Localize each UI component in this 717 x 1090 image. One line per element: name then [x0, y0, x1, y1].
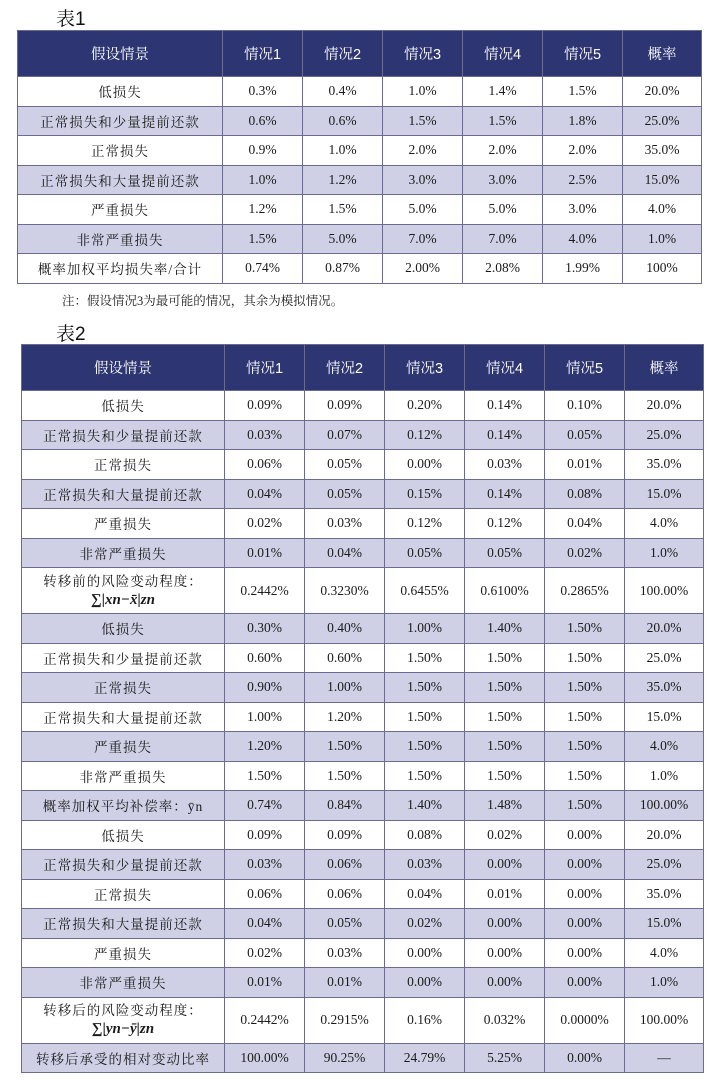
table2-row-label-text: 正常损失和大量提前还款: [43, 487, 203, 503]
table1-row-label-text: 非常严重损失: [76, 232, 164, 248]
table1-row: [18, 195, 702, 225]
table1-cell: 2.5%: [543, 165, 623, 195]
table2-row-label: [22, 732, 225, 762]
table2-row-label-text: 正常损失和大量提前还款: [43, 917, 203, 933]
table1-row: [18, 136, 702, 166]
table1-row: [18, 224, 702, 254]
table2-cell: 0.2915%: [305, 997, 385, 1043]
table2-cell: 0.00%: [545, 938, 625, 968]
table2-cell: 0.09%: [225, 820, 305, 850]
table2-cell: 100.00%: [625, 997, 704, 1043]
table2-row-label-text: 概率加权平均补偿率：ȳn: [42, 799, 204, 815]
table2-cell: 90.25%: [305, 1043, 385, 1073]
table2-row-label: [22, 643, 225, 673]
table2-cell: 1.50%: [465, 761, 545, 791]
table2-cell: 1.50%: [385, 702, 465, 732]
table1-cell: 25.0%: [623, 106, 702, 136]
table2-cell: 0.06%: [225, 450, 305, 480]
table2-row-label-text: 严重损失: [94, 517, 152, 533]
table2-cell: 0.84%: [305, 791, 385, 821]
table2-cell: 1.0%: [625, 968, 704, 998]
table2-title: 表2: [56, 324, 86, 345]
table1-cell: 4.0%: [623, 195, 702, 225]
table2-cell: 0.00%: [545, 879, 625, 909]
table2-header-case1: 情况1: [225, 345, 305, 391]
table2-cell: 0.6100%: [465, 568, 545, 614]
table2-cell: 1.0%: [625, 538, 704, 568]
table2-row-label-text: 严重损失: [94, 946, 152, 962]
table2-row-label-text: 低损失: [101, 399, 145, 415]
table2-row-label: [22, 850, 225, 880]
table2-cell: 0.03%: [465, 450, 545, 480]
table2-cell: 0.00%: [385, 450, 465, 480]
table2-cell: 0.00%: [385, 938, 465, 968]
table2-row: [22, 702, 704, 732]
table2-row: [22, 820, 704, 850]
table2-cell: 0.02%: [225, 509, 305, 539]
table1-row-label: [18, 77, 223, 107]
table2-row-label: [22, 538, 225, 568]
table1-cell: 2.0%: [383, 136, 463, 166]
table2-cell: 0.00%: [465, 850, 545, 880]
table2-cell: 0.14%: [465, 391, 545, 421]
table2-row-label-text: 正常损失和少量提前还款: [43, 428, 203, 444]
table1-cell: 1.0%: [383, 77, 463, 107]
table2-cell: 0.06%: [225, 879, 305, 909]
table1-cell: 5.0%: [303, 224, 383, 254]
table2-cell: 0.01%: [305, 968, 385, 998]
table2-row-label: [22, 968, 225, 998]
table2-cell: 0.01%: [465, 879, 545, 909]
table2-cell: 1.50%: [385, 673, 465, 703]
table2-row-label-text: 低损失: [101, 622, 145, 638]
table1-row-label-text: 严重损失: [91, 203, 149, 219]
table1-header-case1: 情况1: [223, 31, 303, 77]
table2-row-label-text: 正常损失: [94, 681, 152, 697]
table2-cell: 1.50%: [225, 761, 305, 791]
table2-row: [22, 614, 704, 644]
table2-cell: 35.0%: [625, 450, 704, 480]
table1-cell: 7.0%: [383, 224, 463, 254]
table2-cell: 0.15%: [385, 479, 465, 509]
table2-cell: 0.2865%: [545, 568, 625, 614]
table2-row-label: [22, 420, 225, 450]
table2-header-probability: 概率: [625, 345, 704, 391]
table1-header-case4: 情况4: [463, 31, 543, 77]
table2-cell: 0.05%: [305, 909, 385, 939]
table2-cell: 1.50%: [465, 702, 545, 732]
table2-row-label: [22, 479, 225, 509]
table2-cell: 1.50%: [545, 732, 625, 762]
table1-row-label-text: 低损失: [98, 85, 142, 101]
table2-row-formula: ∑|xn−x̄|zn: [91, 591, 155, 608]
table1-row-label: [18, 195, 223, 225]
table2-cell: 20.0%: [625, 391, 704, 421]
table2-header-scenario: 假设情景: [22, 345, 225, 391]
table2-cell: 0.03%: [225, 850, 305, 880]
table1-cell: 0.6%: [303, 106, 383, 136]
table1-cell: 0.74%: [223, 254, 303, 284]
table2-row-label-text: 严重损失: [94, 740, 152, 756]
table2-row-label: [22, 879, 225, 909]
table2-cell: 0.03%: [385, 850, 465, 880]
table2-row-label: [22, 702, 225, 732]
table1-cell: 35.0%: [623, 136, 702, 166]
table2-row-label: [22, 391, 225, 421]
table2-cell: 0.00%: [545, 909, 625, 939]
table2-cell: 0.01%: [225, 538, 305, 568]
table2-cell: 1.00%: [305, 673, 385, 703]
table2-row: [22, 673, 704, 703]
table2-row-label: [22, 568, 225, 614]
table2-row: [22, 879, 704, 909]
table2-row-label-text: 转移后的风险变动程度：: [43, 1003, 203, 1018]
table2-cell: 0.12%: [465, 509, 545, 539]
table2-cell: 1.50%: [305, 761, 385, 791]
table2-cell: 0.00%: [545, 1043, 625, 1073]
table1-cell: 1.5%: [303, 195, 383, 225]
table2-cell: 0.02%: [465, 820, 545, 850]
table2-cell: 100.00%: [625, 568, 704, 614]
table2-cell: 0.00%: [545, 820, 625, 850]
table2-cell: 0.02%: [225, 938, 305, 968]
table1-cell: 1.4%: [463, 77, 543, 107]
table2-row-label: [22, 820, 225, 850]
table1-row-label-text: 正常损失和大量提前还款: [40, 173, 200, 189]
table1-row: [18, 106, 702, 136]
table2-row-label-text: 非常严重损失: [79, 769, 167, 785]
table2-cell: 0.09%: [225, 391, 305, 421]
table2-cell: 0.40%: [305, 614, 385, 644]
table1-header-case2: 情况2: [303, 31, 383, 77]
table2-row: [22, 391, 704, 421]
table2-row-label: [22, 1043, 225, 1073]
table2-cell: 1.50%: [305, 732, 385, 762]
table2-cell: 1.0%: [625, 761, 704, 791]
table1-cell: 5.0%: [463, 195, 543, 225]
table1-cell: 1.5%: [223, 224, 303, 254]
table1-row-label-text: 正常损失和少量提前还款: [40, 114, 200, 130]
table1-cell: 0.87%: [303, 254, 383, 284]
table1-cell: 1.0%: [303, 136, 383, 166]
table2-row-label: [22, 614, 225, 644]
table2-cell: 1.20%: [225, 732, 305, 762]
table1-cell: 1.8%: [543, 106, 623, 136]
table2-cell: 0.00%: [545, 968, 625, 998]
table1-header-row: [18, 31, 702, 77]
table2-cell: 25.0%: [625, 643, 704, 673]
table2-cell: 0.00%: [465, 938, 545, 968]
table2-row: [22, 479, 704, 509]
table2-row-label-text: 正常损失和少量提前还款: [43, 651, 203, 667]
table1-cell: 0.3%: [223, 77, 303, 107]
table2-row-formula: ∑|yn−ȳ|zn: [91, 1021, 155, 1037]
table2: [21, 344, 704, 1073]
table1-title: 表1: [56, 9, 86, 30]
table2-cell: 0.05%: [305, 479, 385, 509]
table2-row-label-text: 正常损失: [94, 887, 152, 903]
table1-cell: 3.0%: [463, 165, 543, 195]
table2-cell: 100.00%: [225, 1043, 305, 1073]
table1-header-case5: 情况5: [543, 31, 623, 77]
table1-note: 注：假设情况3为最可能的情况，其余为模拟情况。: [62, 294, 344, 308]
table2-cell: 0.07%: [305, 420, 385, 450]
table2-row-label-text: 正常损失和少量提前还款: [43, 858, 203, 874]
table2-cell: 0.3230%: [305, 568, 385, 614]
table2-cell: 0.30%: [225, 614, 305, 644]
table1-cell: 2.0%: [543, 136, 623, 166]
table2-row: [22, 968, 704, 998]
table2-cell: 0.60%: [225, 643, 305, 673]
table2-row-label: [22, 938, 225, 968]
table1-cell: 0.9%: [223, 136, 303, 166]
table2-cell: 1.40%: [385, 791, 465, 821]
table2-cell: 0.90%: [225, 673, 305, 703]
table2-cell: 0.032%: [465, 997, 545, 1043]
table2-cell: 0.00%: [465, 968, 545, 998]
table2-row-label: [22, 673, 225, 703]
table2-cell: 0.20%: [385, 391, 465, 421]
table2-row-label: [22, 791, 225, 821]
table2-cell: 0.14%: [465, 479, 545, 509]
table1-cell: 7.0%: [463, 224, 543, 254]
table1-cell: 1.5%: [463, 106, 543, 136]
table2-row-label-text: 转移后承受的相对变动比率: [36, 1051, 210, 1067]
table2-cell: 1.50%: [465, 673, 545, 703]
table2-cell: 4.0%: [625, 732, 704, 762]
table2-cell: 0.00%: [465, 909, 545, 939]
table2-cell: 1.50%: [385, 761, 465, 791]
table1-cell: 1.5%: [383, 106, 463, 136]
table1-header-probability: 概率: [623, 31, 702, 77]
table2-cell: 20.0%: [625, 820, 704, 850]
table2-cell: —: [625, 1043, 704, 1073]
table2-cell: 1.00%: [385, 614, 465, 644]
table2-cell: 0.01%: [225, 968, 305, 998]
table2-row: [22, 909, 704, 939]
table2-row-label-text: 正常损失和大量提前还款: [43, 710, 203, 726]
table2-cell: 0.04%: [305, 538, 385, 568]
table1-cell: 2.00%: [383, 254, 463, 284]
table2-cell: 0.16%: [385, 997, 465, 1043]
table2-row: [22, 791, 704, 821]
table2-cell: 0.60%: [305, 643, 385, 673]
table2-row: [22, 732, 704, 762]
table2-cell: 0.06%: [305, 850, 385, 880]
table2-cell: 35.0%: [625, 673, 704, 703]
table1-cell: 3.0%: [543, 195, 623, 225]
table1-row-label: [18, 224, 223, 254]
table2-row-label-text: 转移前的风险变动程度：: [43, 573, 203, 589]
table2-cell: 0.02%: [385, 909, 465, 939]
table1-row: [18, 77, 702, 107]
table2-cell: 1.50%: [545, 791, 625, 821]
table2-cell: 1.40%: [465, 614, 545, 644]
table2-cell: 1.48%: [465, 791, 545, 821]
table1-row-label-text: 概率加权平均损失率/合计: [37, 262, 203, 278]
table1-cell: 1.0%: [623, 224, 702, 254]
table2-cell: 0.0000%: [545, 997, 625, 1043]
table1-cell: 3.0%: [383, 165, 463, 195]
table2-cell: 0.14%: [465, 420, 545, 450]
table2-cell: 0.01%: [545, 450, 625, 480]
table2-cell: 0.12%: [385, 420, 465, 450]
table2-row: [22, 420, 704, 450]
table2-cell: 25.0%: [625, 420, 704, 450]
table1-cell: 5.0%: [383, 195, 463, 225]
table2-cell: 1.50%: [545, 614, 625, 644]
table2-cell: 1.50%: [465, 643, 545, 673]
table1-cell: 20.0%: [623, 77, 702, 107]
table1-row-label: [18, 165, 223, 195]
table2-cell: 0.02%: [545, 538, 625, 568]
table2-cell: 0.03%: [225, 420, 305, 450]
table2-cell: 0.05%: [545, 420, 625, 450]
table2-row: [22, 538, 704, 568]
table2-cell: 1.50%: [545, 673, 625, 703]
table2-cell: 35.0%: [625, 879, 704, 909]
table2-cell: 24.79%: [385, 1043, 465, 1073]
table2-cell: 0.03%: [305, 509, 385, 539]
table2-cell: 4.0%: [625, 509, 704, 539]
table2-cell: 100.00%: [625, 791, 704, 821]
table1-cell: 2.08%: [463, 254, 543, 284]
table2-cell: 0.06%: [305, 879, 385, 909]
table1-cell: 1.99%: [543, 254, 623, 284]
table1-cell: 100%: [623, 254, 702, 284]
table2-row: [22, 450, 704, 480]
table1-cell: 1.0%: [223, 165, 303, 195]
table2-row-label-text: 非常严重损失: [79, 546, 167, 562]
table1-row: [18, 254, 702, 284]
table2-cell: 0.09%: [305, 820, 385, 850]
table2-row-label: [22, 509, 225, 539]
table1-cell: 0.4%: [303, 77, 383, 107]
table2-cell: 5.25%: [465, 1043, 545, 1073]
table2-header-row: [22, 345, 704, 391]
table2-cell: 0.74%: [225, 791, 305, 821]
table1-header-scenario: 假设情景: [18, 31, 223, 77]
table2-cell: 0.03%: [305, 938, 385, 968]
table2-row: [22, 997, 704, 1043]
table1-header-case3: 情况3: [383, 31, 463, 77]
table2-row-label-text: 正常损失: [94, 458, 152, 474]
table1-cell: 2.0%: [463, 136, 543, 166]
table2-cell: 1.50%: [545, 643, 625, 673]
table2-cell: 0.05%: [385, 538, 465, 568]
table2-cell: 0.04%: [225, 909, 305, 939]
table2-cell: 15.0%: [625, 479, 704, 509]
table2-cell: 0.09%: [305, 391, 385, 421]
table1-cell: 1.2%: [223, 195, 303, 225]
table2-cell: 0.04%: [545, 509, 625, 539]
table2-cell: 0.05%: [465, 538, 545, 568]
table2-cell: 0.00%: [385, 968, 465, 998]
table2-row-label-text: 非常严重损失: [79, 976, 167, 992]
table2-cell: 15.0%: [625, 702, 704, 732]
table2-row-label: [22, 761, 225, 791]
table2-row: [22, 761, 704, 791]
table2-cell: 0.08%: [545, 479, 625, 509]
table2-row-label-text: 低损失: [101, 828, 145, 844]
table2-cell: 0.6455%: [385, 568, 465, 614]
table2-cell: 0.04%: [225, 479, 305, 509]
table2-cell: 25.0%: [625, 850, 704, 880]
table2-header-case2: 情况2: [305, 345, 385, 391]
table1-cell: 0.6%: [223, 106, 303, 136]
table2-cell: 15.0%: [625, 909, 704, 939]
table2-cell: 0.05%: [305, 450, 385, 480]
table1-cell: 15.0%: [623, 165, 702, 195]
table2-cell: 1.20%: [305, 702, 385, 732]
table1-row: [18, 165, 702, 195]
table2-header-case4: 情况4: [465, 345, 545, 391]
table2-cell: 1.00%: [225, 702, 305, 732]
table2-row: [22, 568, 704, 614]
table1-cell: 4.0%: [543, 224, 623, 254]
table2-row-label: [22, 450, 225, 480]
table2-cell: 20.0%: [625, 614, 704, 644]
table2-header-case5: 情况5: [545, 345, 625, 391]
table2-cell: 0.12%: [385, 509, 465, 539]
table1-row-label: [18, 106, 223, 136]
table2-cell: 1.50%: [465, 732, 545, 762]
table2-header-case3: 情况3: [385, 345, 465, 391]
table2-cell: 1.50%: [545, 761, 625, 791]
table2-row-label: [22, 909, 225, 939]
table2-cell: 0.04%: [385, 879, 465, 909]
table2-row: [22, 509, 704, 539]
table2-cell: 0.2442%: [225, 568, 305, 614]
table2-cell: 1.50%: [385, 732, 465, 762]
table1-cell: 1.2%: [303, 165, 383, 195]
table1-row-label: [18, 136, 223, 166]
table2-cell: 0.2442%: [225, 997, 305, 1043]
table1-cell: 1.5%: [543, 77, 623, 107]
table2-row: [22, 1043, 704, 1073]
table2-row: [22, 850, 704, 880]
table2-cell: 4.0%: [625, 938, 704, 968]
table2-row: [22, 938, 704, 968]
table2-cell: 0.10%: [545, 391, 625, 421]
table1: [17, 30, 702, 284]
table1-row-label: [18, 254, 223, 284]
table1-row-label-text: 正常损失: [91, 144, 149, 160]
table2-cell: 0.00%: [545, 850, 625, 880]
table2-row: [22, 643, 704, 673]
table2-cell: 1.50%: [545, 702, 625, 732]
table2-cell: 1.50%: [385, 643, 465, 673]
table2-cell: 0.08%: [385, 820, 465, 850]
table2-row-label: [22, 997, 225, 1043]
